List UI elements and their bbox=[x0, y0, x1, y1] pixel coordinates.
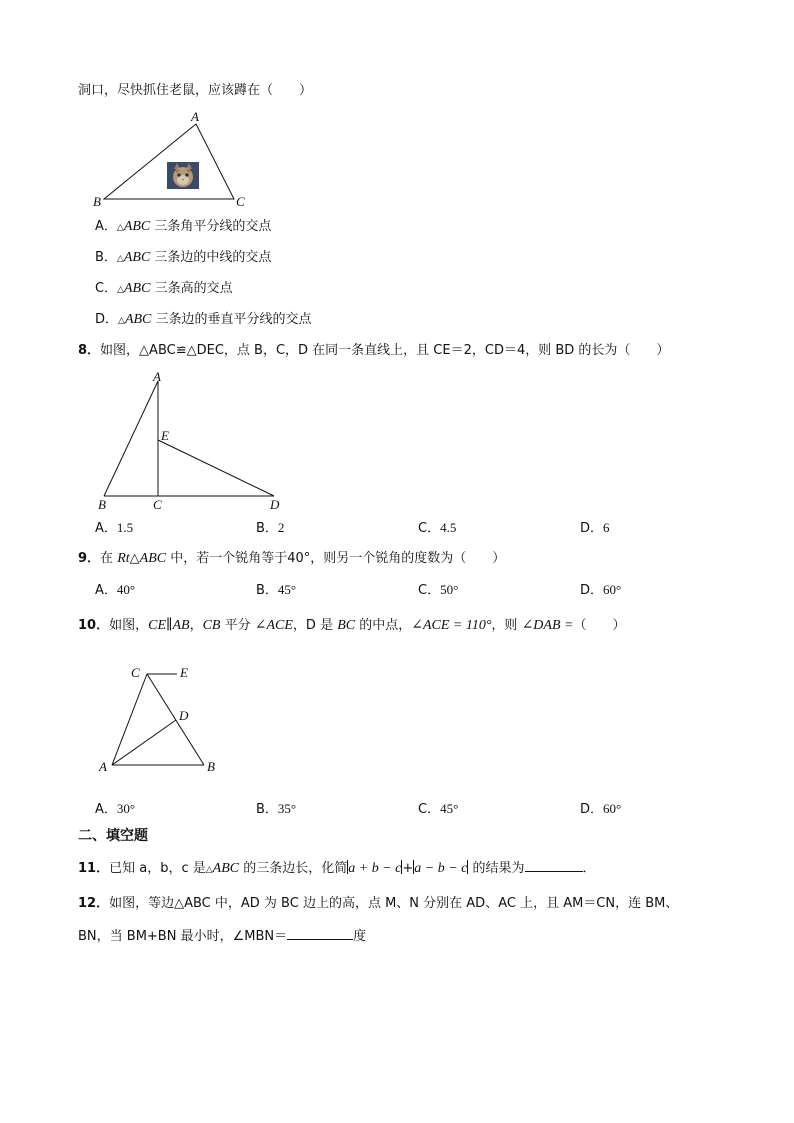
q9-option-c[interactable]: C．50° bbox=[418, 582, 459, 598]
q9-option-d[interactable]: D．60° bbox=[580, 582, 622, 598]
q10-label-b: B bbox=[207, 759, 215, 774]
q7-label-b: B bbox=[93, 194, 101, 209]
q7-option-d[interactable]: D．△ABC 三条边的垂直平分线的交点 bbox=[95, 312, 312, 327]
q10-option-c[interactable]: C．45° bbox=[418, 801, 459, 817]
q9-number: 9． bbox=[78, 551, 101, 566]
q9-option-a[interactable]: A．40° bbox=[95, 582, 136, 598]
q8-option-c[interactable]: C．4.5 bbox=[418, 520, 457, 536]
q11-number: 11． bbox=[78, 861, 110, 876]
q8-option-d[interactable]: D．6 bbox=[580, 520, 610, 536]
q7-label-c: C bbox=[236, 194, 245, 209]
q8-text: 如图，△ABC≌△DEC，点 B，C，D 在同一条直线上，且 CE＝2，CD＝4，则 BD 的长为（ ） bbox=[100, 343, 670, 358]
q8-option-a[interactable]: A．1.5 bbox=[95, 520, 134, 536]
q10-option-b[interactable]: B．35° bbox=[256, 801, 297, 817]
q8-label-c: C bbox=[153, 497, 162, 512]
q8-label-a: A bbox=[153, 369, 161, 384]
q10-label-d: D bbox=[179, 708, 189, 723]
q11-abs2: a − b − c bbox=[414, 861, 468, 876]
q10-option-d[interactable]: D．60° bbox=[580, 801, 622, 817]
q12-answer-blank[interactable] bbox=[287, 926, 353, 940]
q8-number: 8． bbox=[78, 343, 101, 358]
q9-option-b[interactable]: B．45° bbox=[256, 582, 297, 598]
q10-label-e: E bbox=[180, 665, 188, 680]
q7-continuation-text: 洞口，尽快抓住老鼠，应该蹲在（ ） bbox=[78, 83, 313, 98]
q8-label-e: E bbox=[161, 428, 169, 443]
q12-line1: 12．如图，等边△ABC 中，AD 为 BC 边上的高，点 M、N 分别在 AD、AC 上，且 AM＝CN，连 BM、 bbox=[78, 896, 679, 911]
q9-stem: 9．在 Rt△ABC 中，若一个锐角等于40°，则另一个锐角的度数为（ ） bbox=[78, 551, 506, 566]
q7-option-c[interactable]: C．△ABC 三条高的交点 bbox=[95, 281, 233, 296]
q10-option-a[interactable]: A．30° bbox=[95, 801, 136, 817]
q11-answer-blank[interactable] bbox=[525, 858, 583, 872]
q8-option-b[interactable]: B．2 bbox=[256, 520, 285, 536]
q12-line2: BN，当 BM+BN 最小时，∠MBN＝ 度 bbox=[78, 926, 366, 946]
q8-label-d: D bbox=[270, 497, 280, 512]
q7-option-b[interactable]: B．△ABC 三条边的中线的交点 bbox=[95, 250, 272, 265]
q10-label-c: C bbox=[131, 665, 140, 680]
section-title: 二、填空题 bbox=[78, 828, 148, 844]
q10-label-a: A bbox=[99, 759, 107, 774]
q12-number: 12． bbox=[78, 896, 110, 911]
q11-stem: 11．已知 a，b，c 是△ABC 的三条边长，化简a + b − c+a − b − c 的结果为 ． bbox=[78, 858, 596, 879]
q7-option-a[interactable]: A．△ABC 三条角平分线的交点 bbox=[95, 219, 272, 234]
q11-abs1: a + b − c bbox=[348, 861, 402, 876]
q8-label-b: B bbox=[98, 497, 106, 512]
q10-stem: 10．如图，CE∥AB，CB 平分 ∠ACE，D 是 BC 的中点，∠ACE = 110°，则 ∠DAB =（ ） bbox=[78, 618, 626, 633]
q10-number: 10． bbox=[78, 618, 110, 633]
q7-label-a: A bbox=[191, 109, 199, 124]
